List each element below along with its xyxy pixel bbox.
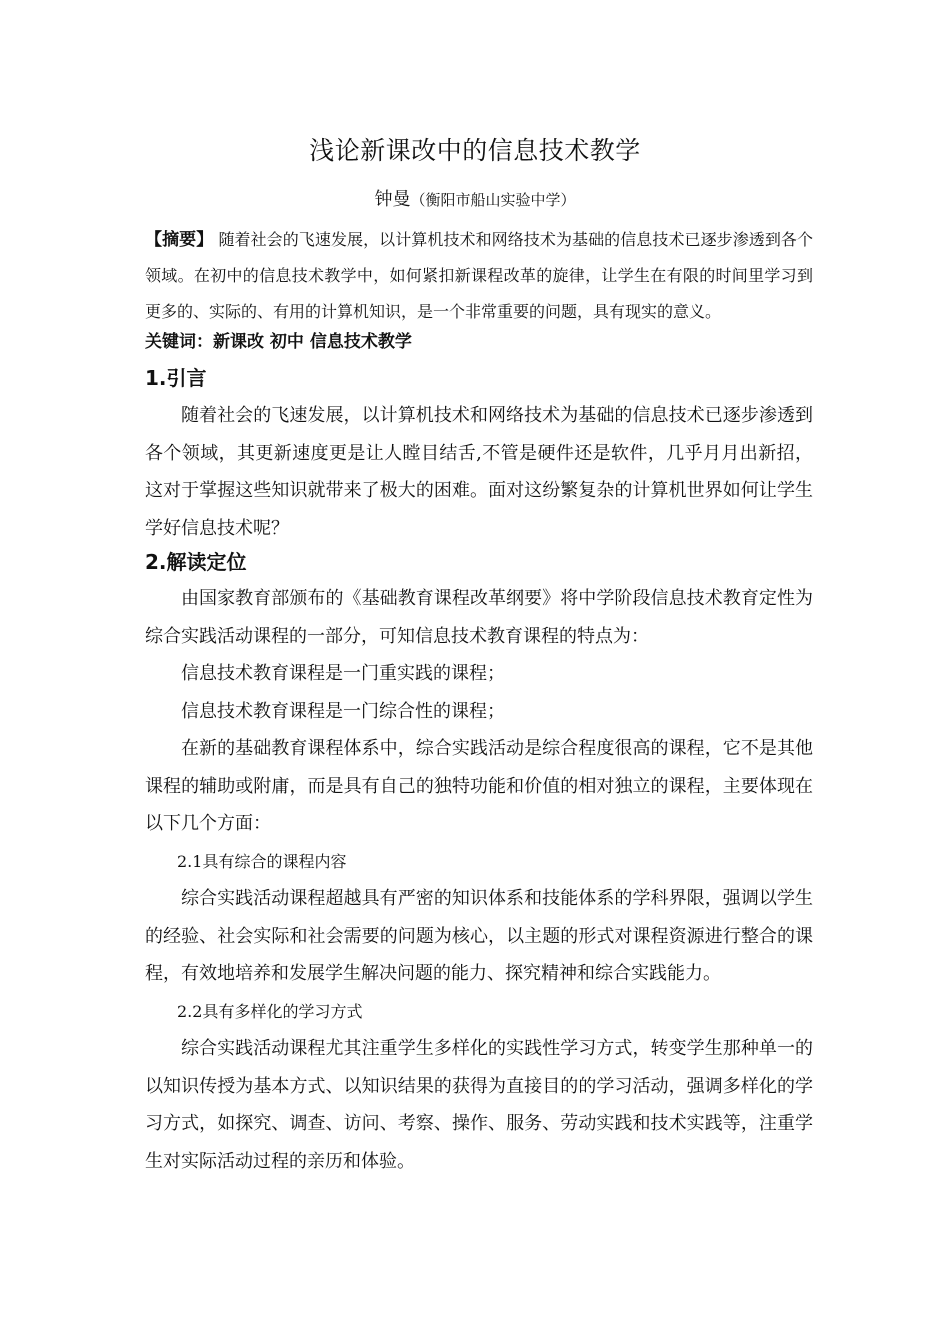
abstract-label: 【摘要】: [145, 230, 214, 250]
section-heading-intro: 1.引言: [145, 366, 207, 390]
author-line: [0, 186, 950, 214]
paragraph: 随着社会的飞速发展，以计算机技术和网络技术为基础的信息技术已逐步渗透到各个领域，其更新速度更是让人瞠目结舌,不管是硬件还是软件，几乎月月出新招，这对于掌握这些知识就带来了极大的困难。面对这纷繁复杂的计算机世界如何让学生学好信息技术呢？: [145, 405, 813, 539]
abstract-text: 随着社会的飞速发展，以计算机技术和网络技术为基础的信息技术已逐步渗透到各个领域。在初中的信息技术教学中，如何紧扣新课程改革的旋律，让学生在有限的时间里学习到更多的、实际的、有用的计算机知识，是一个非常重要的问题，具有现实的意义。: [145, 230, 814, 321]
paragraph: 综合实践活动课程超越具有严密的知识体系和技能体系的学科界限，强调以学生的经验、社会实际和社会需要的问题为核心，以主题的形式对课程资源进行整合的课程，有效地培养和发展学生解决问题的能力、探究精神和综合实践能力。: [145, 888, 813, 984]
paragraph: 信息技术教育课程是一门重实践的课程；: [181, 663, 505, 684]
document-title: 浅论新课改中的信息技术教学: [309, 136, 641, 165]
section-intro-body: [145, 397, 813, 547]
paragraph: 信息技术教育课程是一门综合性的课程；: [181, 700, 505, 722]
abstract: [145, 222, 813, 330]
subsection-heading: 2.2具有多样化的学习方式: [177, 1001, 363, 1021]
section-positioning-body: [145, 580, 813, 1180]
paragraph: 由国家教育部颁布的《基础教育课程改革纲要》将中学阶段信息技术教育定性为综合实践活动课程的一部分，可知信息技术教育课程的特点为：: [145, 588, 813, 647]
section-heading-positioning: 2.解读定位: [145, 550, 247, 574]
author-name: 钟曼: [374, 189, 411, 210]
subsection-heading: 2.1具有综合的课程内容: [177, 851, 347, 871]
paragraph: 综合实践活动课程尤其注重学生多样化的实践性学习方式，转变学生那种单一的以知识传授为基本方式、以知识结果的获得为直接目的的学习活动，强调多样化的学习方式，如探究、调查、访问、考察、操作、服务、劳动实践和技术实践等，注重学生对实际活动过程的亲历和体验。: [145, 1038, 813, 1172]
author-affiliation: （衡阳市船山实验中学）: [410, 191, 576, 209]
keywords: 关键词：新课改 初中 信息技术教学: [145, 332, 412, 352]
paragraph: 在新的基础教育课程体系中，综合实践活动是综合程度很高的课程，它不是其他课程的辅助或附庸，而是具有自己的独特功能和价值的相对独立的课程，主要体现在以下几个方面：: [145, 738, 813, 834]
